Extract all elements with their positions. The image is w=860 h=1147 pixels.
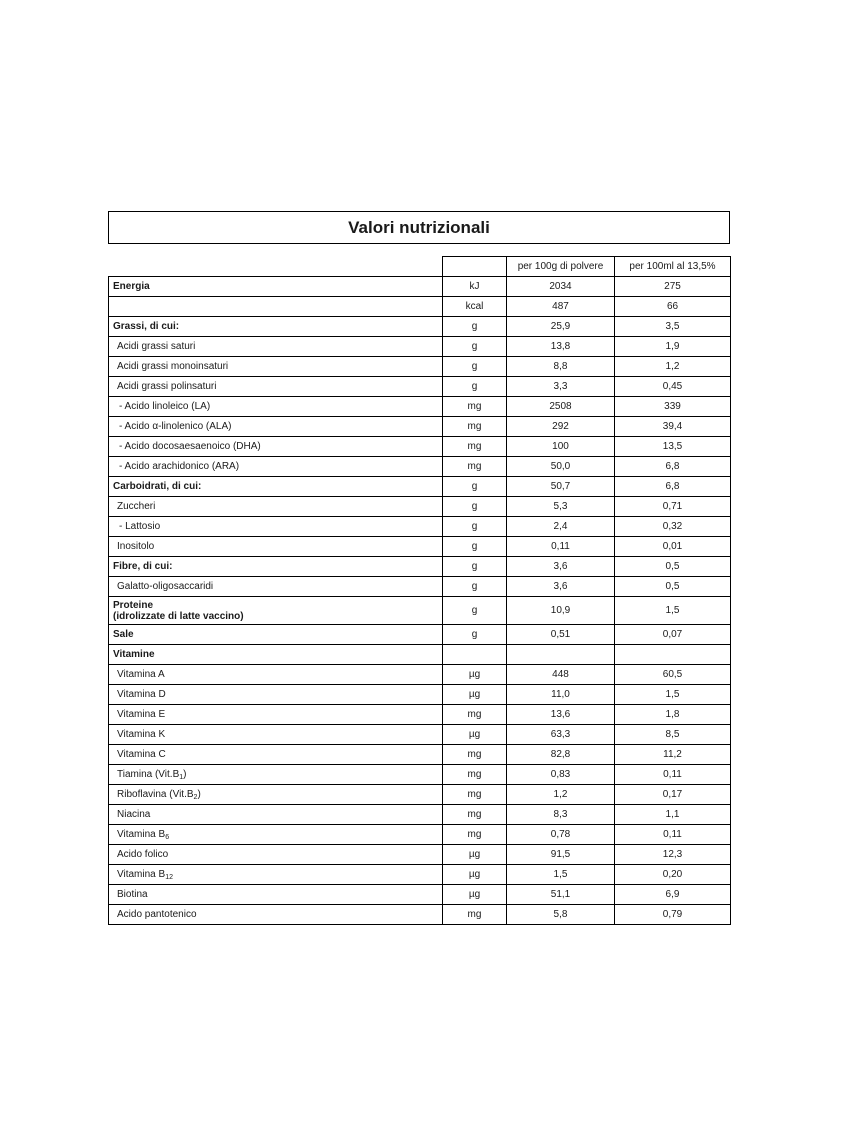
row-value-per-100ml: 0,20 <box>615 865 731 885</box>
row-label <box>109 745 443 765</box>
row-value-per-100g: 2508 <box>507 397 615 417</box>
row-label-text: Vitamina A <box>117 669 165 680</box>
row-value-per-100g: 63,3 <box>507 725 615 745</box>
table-row <box>109 297 731 317</box>
row-unit: mg <box>443 825 507 845</box>
row-value-per-100ml: 1,5 <box>615 685 731 705</box>
row-label-text: Inositolo <box>117 541 155 552</box>
row-unit: mg <box>443 417 507 437</box>
row-value-per-100g: 8,8 <box>507 357 615 377</box>
table-row <box>109 785 731 805</box>
row-value-per-100g: 1,5 <box>507 865 615 885</box>
row-label-text: Acido folico <box>117 849 169 860</box>
table-row <box>109 705 731 725</box>
row-label-text: Niacina <box>117 809 151 820</box>
row-unit: g <box>443 317 507 337</box>
row-unit: mg <box>443 765 507 785</box>
row-label <box>109 297 443 317</box>
row-value-per-100ml: 0,07 <box>615 625 731 645</box>
row-label <box>109 805 443 825</box>
row-label-subscript: 6 <box>165 834 170 841</box>
header-unit <box>443 257 507 277</box>
row-value-per-100ml: 3,5 <box>615 317 731 337</box>
row-label-text: Energia <box>113 281 150 292</box>
row-label-text: Riboflavina (Vit.B <box>117 789 194 800</box>
row-label <box>109 277 443 297</box>
row-label <box>109 845 443 865</box>
row-value-per-100g: 50,7 <box>507 477 615 497</box>
row-label <box>109 765 443 785</box>
row-value-per-100g: 13,8 <box>507 337 615 357</box>
table-row <box>109 277 731 297</box>
row-value-per-100g: 448 <box>507 665 615 685</box>
row-unit: µg <box>443 845 507 865</box>
row-unit: g <box>443 517 507 537</box>
row-value-per-100ml: 39,4 <box>615 417 731 437</box>
row-label <box>109 705 443 725</box>
row-label-subscript: 12 <box>165 874 173 881</box>
row-label-text: Proteine <box>113 599 154 611</box>
row-value-per-100g: 11,0 <box>507 685 615 705</box>
row-value-per-100g: 25,9 <box>507 317 615 337</box>
row-value-per-100g: 5,3 <box>507 497 615 517</box>
row-unit: kJ <box>443 277 507 297</box>
row-unit: g <box>443 557 507 577</box>
row-label-subscript: 2 <box>193 794 198 801</box>
row-unit: µg <box>443 725 507 745</box>
row-value-per-100g: 10,9 <box>507 597 615 625</box>
row-value-per-100ml: 11,2 <box>615 745 731 765</box>
row-label <box>109 317 443 337</box>
row-label-text: Acidi grassi saturi <box>117 341 196 352</box>
row-label <box>109 557 443 577</box>
row-label <box>109 645 443 665</box>
row-value-per-100g: 0,78 <box>507 825 615 845</box>
row-label <box>109 865 443 885</box>
row-label-text: - Acido arachidonico (ARA) <box>119 461 240 472</box>
row-value-per-100ml: 13,5 <box>615 437 731 457</box>
table-row <box>109 437 731 457</box>
row-value-per-100ml: 1,2 <box>615 357 731 377</box>
row-value-per-100g: 100 <box>507 437 615 457</box>
row-label-text: Zuccheri <box>117 501 156 512</box>
row-value-per-100g: 1,2 <box>507 785 615 805</box>
row-value-per-100ml: 0,5 <box>615 577 731 597</box>
row-value-per-100g: 50,0 <box>507 457 615 477</box>
row-label-text: Vitamina C <box>117 749 166 760</box>
row-value-per-100g: 82,8 <box>507 745 615 765</box>
table-row <box>109 865 731 885</box>
row-unit: mg <box>443 397 507 417</box>
header-per-100ml: per 100ml al 13,5% <box>615 257 731 277</box>
table-row <box>109 745 731 765</box>
row-label-text: Sale <box>113 629 134 640</box>
row-value-per-100ml <box>615 645 731 665</box>
row-label-suffix: ) <box>183 769 187 780</box>
table-row <box>109 725 731 745</box>
title-box <box>108 211 730 244</box>
row-label <box>109 885 443 905</box>
row-label-text: Biotina <box>117 889 148 900</box>
row-value-per-100g: 3,3 <box>507 377 615 397</box>
row-label-text: Acidi grassi polinsaturi <box>117 381 217 392</box>
row-label <box>109 477 443 497</box>
row-value-per-100g: 292 <box>507 417 615 437</box>
row-unit <box>443 645 507 665</box>
row-value-per-100g: 0,83 <box>507 765 615 785</box>
row-label-text: Acidi grassi monoinsaturi <box>117 361 229 372</box>
row-label-text: Galatto-oligosaccaridi <box>117 581 214 592</box>
row-value-per-100ml: 6,8 <box>615 477 731 497</box>
table-row <box>109 825 731 845</box>
row-value-per-100ml: 0,71 <box>615 497 731 517</box>
page-title: Valori nutrizionali <box>348 217 490 237</box>
table-row <box>109 357 731 377</box>
row-value-per-100ml: 0,11 <box>615 825 731 845</box>
row-label <box>109 397 443 417</box>
row-unit: mg <box>443 437 507 457</box>
row-label <box>109 437 443 457</box>
row-value-per-100ml: 66 <box>615 297 731 317</box>
row-label <box>109 825 443 845</box>
row-value-per-100ml: 0,45 <box>615 377 731 397</box>
table-row <box>109 805 731 825</box>
table-row <box>109 577 731 597</box>
row-value-per-100g: 0,11 <box>507 537 615 557</box>
row-label-text: - Lattosio <box>119 521 161 532</box>
row-label <box>109 357 443 377</box>
row-label-line2: (idrolizzate di latte vaccino) <box>113 610 244 622</box>
row-value-per-100g: 91,5 <box>507 845 615 865</box>
row-label-text: Carboidrati, di cui: <box>113 481 202 492</box>
row-unit: mg <box>443 457 507 477</box>
header-empty-cell <box>109 257 443 277</box>
row-label-text: Vitamina D <box>117 689 166 700</box>
row-value-per-100ml: 6,8 <box>615 457 731 477</box>
row-label <box>109 597 443 625</box>
row-value-per-100ml: 0,5 <box>615 557 731 577</box>
row-value-per-100ml: 0,01 <box>615 537 731 557</box>
table-row <box>109 317 731 337</box>
table-row <box>109 625 731 645</box>
row-value-per-100g: 2034 <box>507 277 615 297</box>
row-value-per-100ml: 1,9 <box>615 337 731 357</box>
table-row <box>109 645 731 665</box>
row-unit: g <box>443 377 507 397</box>
row-value-per-100g: 0,51 <box>507 625 615 645</box>
row-unit: g <box>443 357 507 377</box>
table-row <box>109 685 731 705</box>
row-unit: µg <box>443 665 507 685</box>
table-row <box>109 557 731 577</box>
table-row <box>109 537 731 557</box>
row-unit: mg <box>443 745 507 765</box>
row-label-text: Fibre, di cui: <box>113 561 173 572</box>
row-unit: g <box>443 597 507 625</box>
row-value-per-100g: 13,6 <box>507 705 615 725</box>
row-unit: µg <box>443 865 507 885</box>
row-value-per-100ml: 0,79 <box>615 905 731 925</box>
row-unit: mg <box>443 805 507 825</box>
row-value-per-100ml: 1,1 <box>615 805 731 825</box>
row-value-per-100g <box>507 645 615 665</box>
row-value-per-100g: 2,4 <box>507 517 615 537</box>
row-unit: g <box>443 337 507 357</box>
row-label-suffix: ) <box>197 789 201 800</box>
row-unit: g <box>443 477 507 497</box>
row-label-text: Vitamina B <box>117 869 166 880</box>
row-label-text: - Acido α-linolenico (ALA) <box>119 421 232 432</box>
table-row <box>109 885 731 905</box>
row-value-per-100g: 487 <box>507 297 615 317</box>
row-label <box>109 625 443 645</box>
table-row <box>109 377 731 397</box>
row-label <box>109 725 443 745</box>
row-value-per-100ml: 6,9 <box>615 885 731 905</box>
table-row <box>109 597 731 625</box>
row-label-subscript: 1 <box>179 774 184 781</box>
row-unit: g <box>443 577 507 597</box>
row-value-per-100ml: 60,5 <box>615 665 731 685</box>
table-row <box>109 765 731 785</box>
row-value-per-100ml: 0,11 <box>615 765 731 785</box>
row-label <box>109 337 443 357</box>
row-label <box>109 517 443 537</box>
row-unit: µg <box>443 885 507 905</box>
row-label <box>109 377 443 397</box>
row-label-text: Acido pantotenico <box>117 909 197 920</box>
row-value-per-100ml: 0,17 <box>615 785 731 805</box>
table-row <box>109 845 731 865</box>
row-value-per-100g: 51,1 <box>507 885 615 905</box>
row-value-per-100ml: 339 <box>615 397 731 417</box>
table-row <box>109 337 731 357</box>
row-label-text: - Acido linoleico (LA) <box>119 401 211 412</box>
row-value-per-100ml: 12,3 <box>615 845 731 865</box>
row-label <box>109 457 443 477</box>
row-value-per-100ml: 0,32 <box>615 517 731 537</box>
nutrition-table <box>108 256 731 925</box>
row-label <box>109 497 443 517</box>
row-label-text: Vitamina E <box>117 709 166 720</box>
row-value-per-100ml: 1,8 <box>615 705 731 725</box>
table-row <box>109 665 731 685</box>
row-label <box>109 685 443 705</box>
row-label-text: Vitamina B <box>117 829 166 840</box>
row-label <box>109 905 443 925</box>
row-unit: g <box>443 497 507 517</box>
table-row <box>109 397 731 417</box>
row-unit: g <box>443 625 507 645</box>
table-row <box>109 477 731 497</box>
table-row <box>109 417 731 437</box>
header-per-100g: per 100g di polvere <box>507 257 615 277</box>
row-value-per-100g: 3,6 <box>507 577 615 597</box>
table-row <box>109 457 731 477</box>
row-label <box>109 417 443 437</box>
row-unit: mg <box>443 785 507 805</box>
table-row <box>109 517 731 537</box>
row-value-per-100g: 3,6 <box>507 557 615 577</box>
row-unit: kcal <box>443 297 507 317</box>
row-label <box>109 537 443 557</box>
row-label-text: - Acido docosaesaenoico (DHA) <box>119 441 261 452</box>
table-row <box>109 905 731 925</box>
table-row <box>109 497 731 517</box>
row-label-text: Grassi, di cui: <box>113 321 180 332</box>
row-label-text: Tiamina (Vit.B <box>117 769 180 780</box>
row-value-per-100ml: 275 <box>615 277 731 297</box>
row-value-per-100ml: 1,5 <box>615 597 731 625</box>
row-value-per-100g: 8,3 <box>507 805 615 825</box>
row-unit: g <box>443 537 507 557</box>
row-label <box>109 577 443 597</box>
row-value-per-100ml: 8,5 <box>615 725 731 745</box>
row-unit: mg <box>443 905 507 925</box>
row-label-text: Vitamina K <box>117 729 166 740</box>
header-row <box>109 257 731 277</box>
row-label <box>109 785 443 805</box>
row-unit: mg <box>443 705 507 725</box>
row-label-text: Vitamine <box>113 649 155 660</box>
row-label <box>109 665 443 685</box>
row-unit: µg <box>443 685 507 705</box>
row-value-per-100g: 5,8 <box>507 905 615 925</box>
